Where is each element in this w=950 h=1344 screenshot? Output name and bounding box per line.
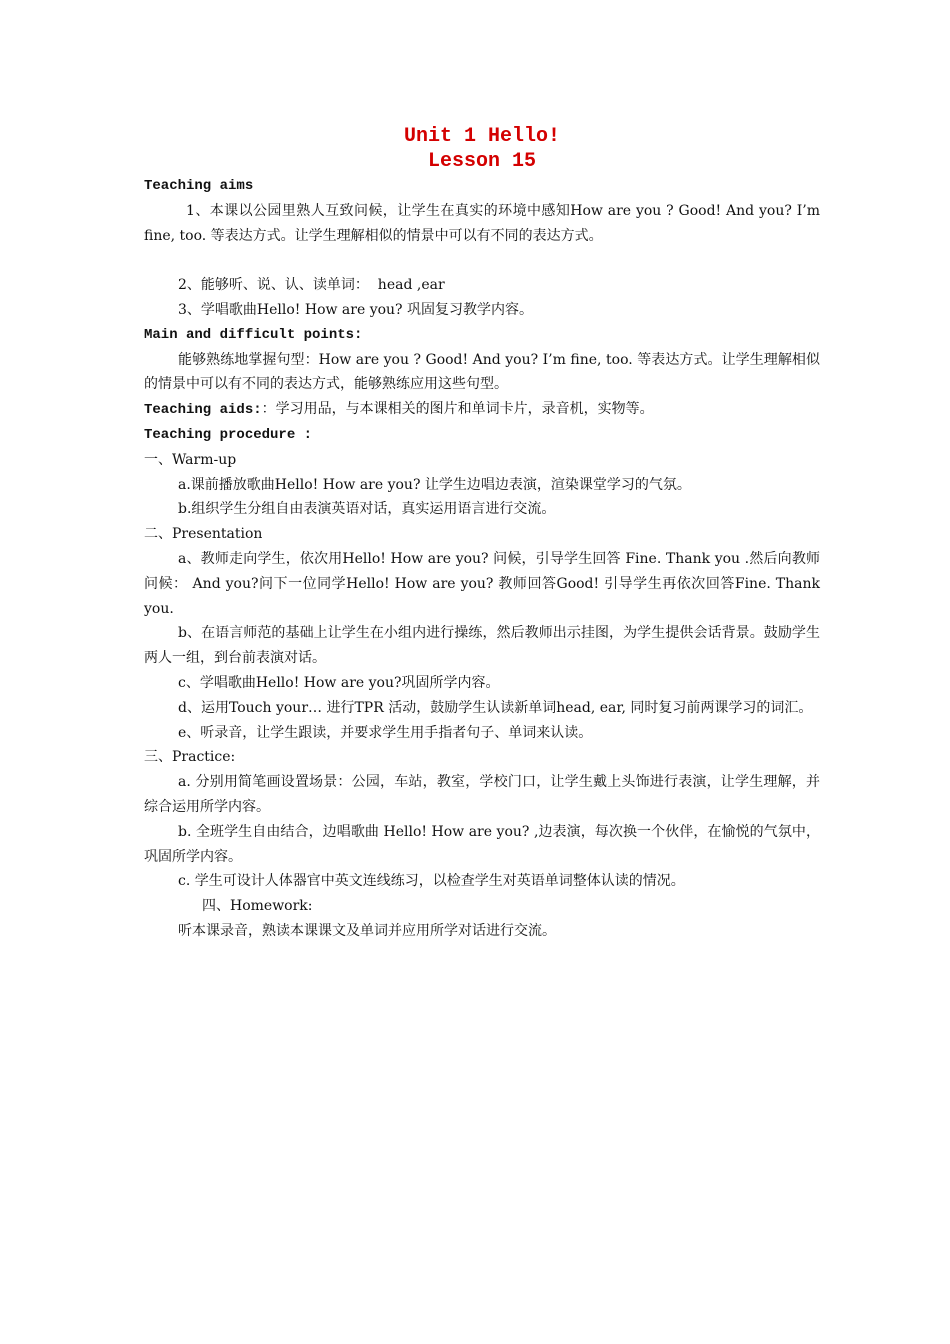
warmup-heading: 一、Warm-up [144, 451, 237, 468]
main-points-heading: Main and difficult points: [144, 326, 363, 343]
presentation-item-d: d、运用Touch your… 进行TPR 活动，鼓励学生认读新单词head, ear, 同时复习前两课学习的词汇。 [178, 699, 813, 716]
teaching-aims-heading: Teaching aims [144, 178, 254, 194]
homework-text: 听本课录音，熟读本课课文及单词并应用所学对话进行交流。 [178, 922, 556, 939]
teaching-aids-line [144, 397, 820, 423]
practice-item-b: b. 全班学生自由结合，边唱歌曲 Hello! How are you? ,边表演，每次换一个伙伴，在愉悦的气氛中，巩固所学内容。 [144, 823, 820, 865]
presentation-item-a: a、教师走向学生，依次用Hello! How are you? 问候，引导学生回答 Fine. Thank you .然后向教师问候： And you?问下一位同学Hello! How are you? 教师回答Good! 引导学生再依次回答Fine. Thank you. [144, 550, 820, 617]
teaching-aids-heading: Teaching aids: [144, 402, 262, 419]
presentation-item-b: b、在语言师范的基础上让学生在小组内进行操练，然后教师出示挂图，为学生提供会话背景。鼓励学生两人一组，到台前表演对话。 [144, 625, 820, 667]
homework-heading: 四、Homework: [202, 898, 313, 915]
warmup-item-b: b.组织学生分组自由表演英语对话，真实运用语言进行交流。 [178, 501, 556, 518]
practice-item-c: c. 学生可设计人体器官中英文连线练习，以检查学生对英语单词整体认读的情况。 [178, 873, 685, 890]
teaching-aids-text: ：学习用品，与本课相关的图片和单词卡片，录音机，实物等。 [261, 401, 654, 418]
practice-heading: 三、Practice: [144, 749, 236, 766]
blank-line [144, 248, 820, 273]
lesson-title: Lesson 15 [427, 150, 537, 173]
teaching-aims-item-3: 3、学唱歌曲Hello! How are you? 巩固复习教学内容。 [178, 301, 534, 318]
presentation-item-c: c、学唱歌曲Hello! How are you?巩固所学内容。 [178, 674, 500, 691]
warmup-item-a: a.课前播放歌曲Hello! How are you? 让学生边唱边表演，渲染课堂学习的气氛。 [178, 476, 691, 493]
unit-title: Unit 1 Hello! [403, 125, 561, 148]
procedure-heading: Teaching procedure : [144, 426, 313, 443]
teaching-aims-item-1: 1、本课以公园里熟人互致问候，让学生在真实的环境中感知How are you ? Good! And you? I’m fine, too. 等表达方式。让学生理解相似的情景中可以有不同的表达方式。 [144, 202, 820, 244]
lesson-plan-document [144, 124, 820, 944]
practice-item-a: a. 分别用简笔画设置场景：公园，车站，教室，学校门口，让学生戴上头饰进行表演，让学生理解，并综合运用所学内容。 [144, 774, 820, 815]
presentation-item-e: e、听录音，让学生跟读，并要求学生用手指者句子、单词来认读。 [178, 724, 593, 741]
main-points-text: 能够熟练地掌握句型：How are you ? Good! And you? I’m fine, too. 等表达方式。让学生理解相似的情景中可以有不同的表达方式，能够熟练应用这些句型。 [144, 351, 820, 393]
teaching-aims-item-2: 2、能够听、说、认、读单词： head ,ear [178, 277, 445, 294]
presentation-heading: 二、Presentation [144, 526, 263, 543]
